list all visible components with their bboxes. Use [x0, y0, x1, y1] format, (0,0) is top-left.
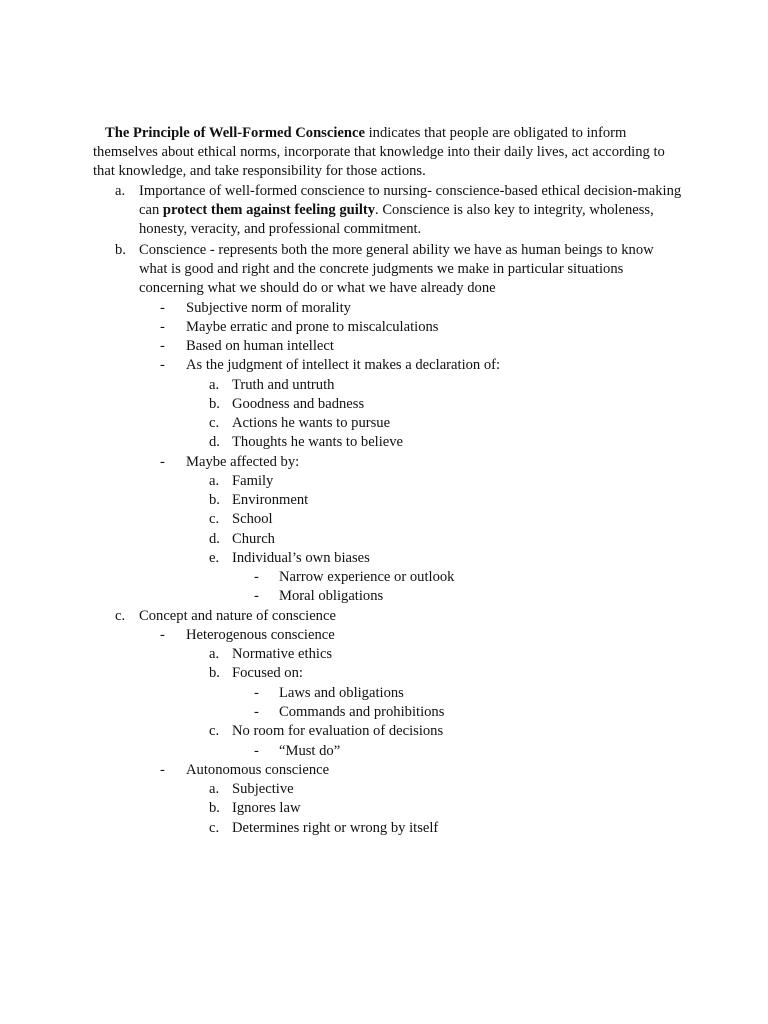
list-item: a. Normative ethics [209, 646, 333, 662]
section-a [93, 182, 683, 240]
section-b-text: Conscience - represents both the more general ability we have as human beings to know what is good and right and the concrete judgments we make in particular situations concerning what we should do or what we have already done [139, 242, 654, 297]
section-c-text: Concept and nature of conscience [139, 608, 336, 624]
list-item: c. School [209, 511, 273, 527]
section-c [93, 607, 683, 626]
list-item: a. Family [209, 473, 274, 489]
section-c-marker: c. [115, 608, 126, 624]
principle-title: The Principle of Well-Formed Conscience [105, 125, 365, 141]
list-item: - Heterogenous conscience [160, 627, 335, 643]
list-item: b. Environment [209, 492, 309, 508]
list-item: - Maybe affected by: [160, 454, 300, 470]
intro-paragraph [93, 124, 683, 182]
section-a-text: Importance of well-formed conscience to nursing- conscience-based ethical decision-making can protect them against feeling guilty. Conscience is also key to integrity, wholeness, honesty, veracity, and professional commitment. [139, 183, 682, 238]
list-item: b. Ignores law [209, 800, 301, 816]
list-item: - Based on human intellect [160, 338, 334, 354]
list-item: a. Subjective [209, 781, 294, 797]
list-item: - Moral obligations [254, 588, 384, 604]
list-item: b. Focused on: [209, 665, 303, 681]
intro-text: indicates that people are obligated to inform themselves about ethical norms, incorporate that knowledge into their daily lives, act according to that knowledge, and take responsibility for those actions. [93, 125, 665, 180]
section-b [93, 241, 683, 299]
list-item: e. Individual’s own biases [209, 550, 370, 566]
list-item: c. Actions he wants to pursue [209, 415, 391, 431]
list-item: - As the judgment of intellect it makes a declaration of: [160, 357, 501, 373]
list-item: - Autonomous conscience [160, 762, 330, 778]
list-item: - Subjective norm of morality [160, 300, 351, 316]
list-item: - Laws and obligations [254, 685, 404, 701]
list-item: d. Thoughts he wants to believe [209, 434, 404, 450]
list-item: d. Church [209, 531, 275, 547]
list-item: - “Must do” [254, 743, 341, 759]
list-item: c. Determines right or wrong by itself [209, 820, 439, 836]
list-item: - Maybe erratic and prone to miscalculations [160, 319, 439, 335]
list-item: - Narrow experience or outlook [254, 569, 455, 585]
list-item: b. Goodness and badness [209, 396, 365, 412]
section-b-marker: b. [115, 242, 126, 258]
section-a-bold: protect them against feeling guilty [162, 202, 376, 219]
list-item: - Commands and prohibitions [254, 704, 445, 720]
list-item: c. No room for evaluation of decisions [209, 723, 444, 739]
section-a-marker: a. [115, 183, 126, 199]
list-item: a. Truth and untruth [209, 377, 335, 393]
